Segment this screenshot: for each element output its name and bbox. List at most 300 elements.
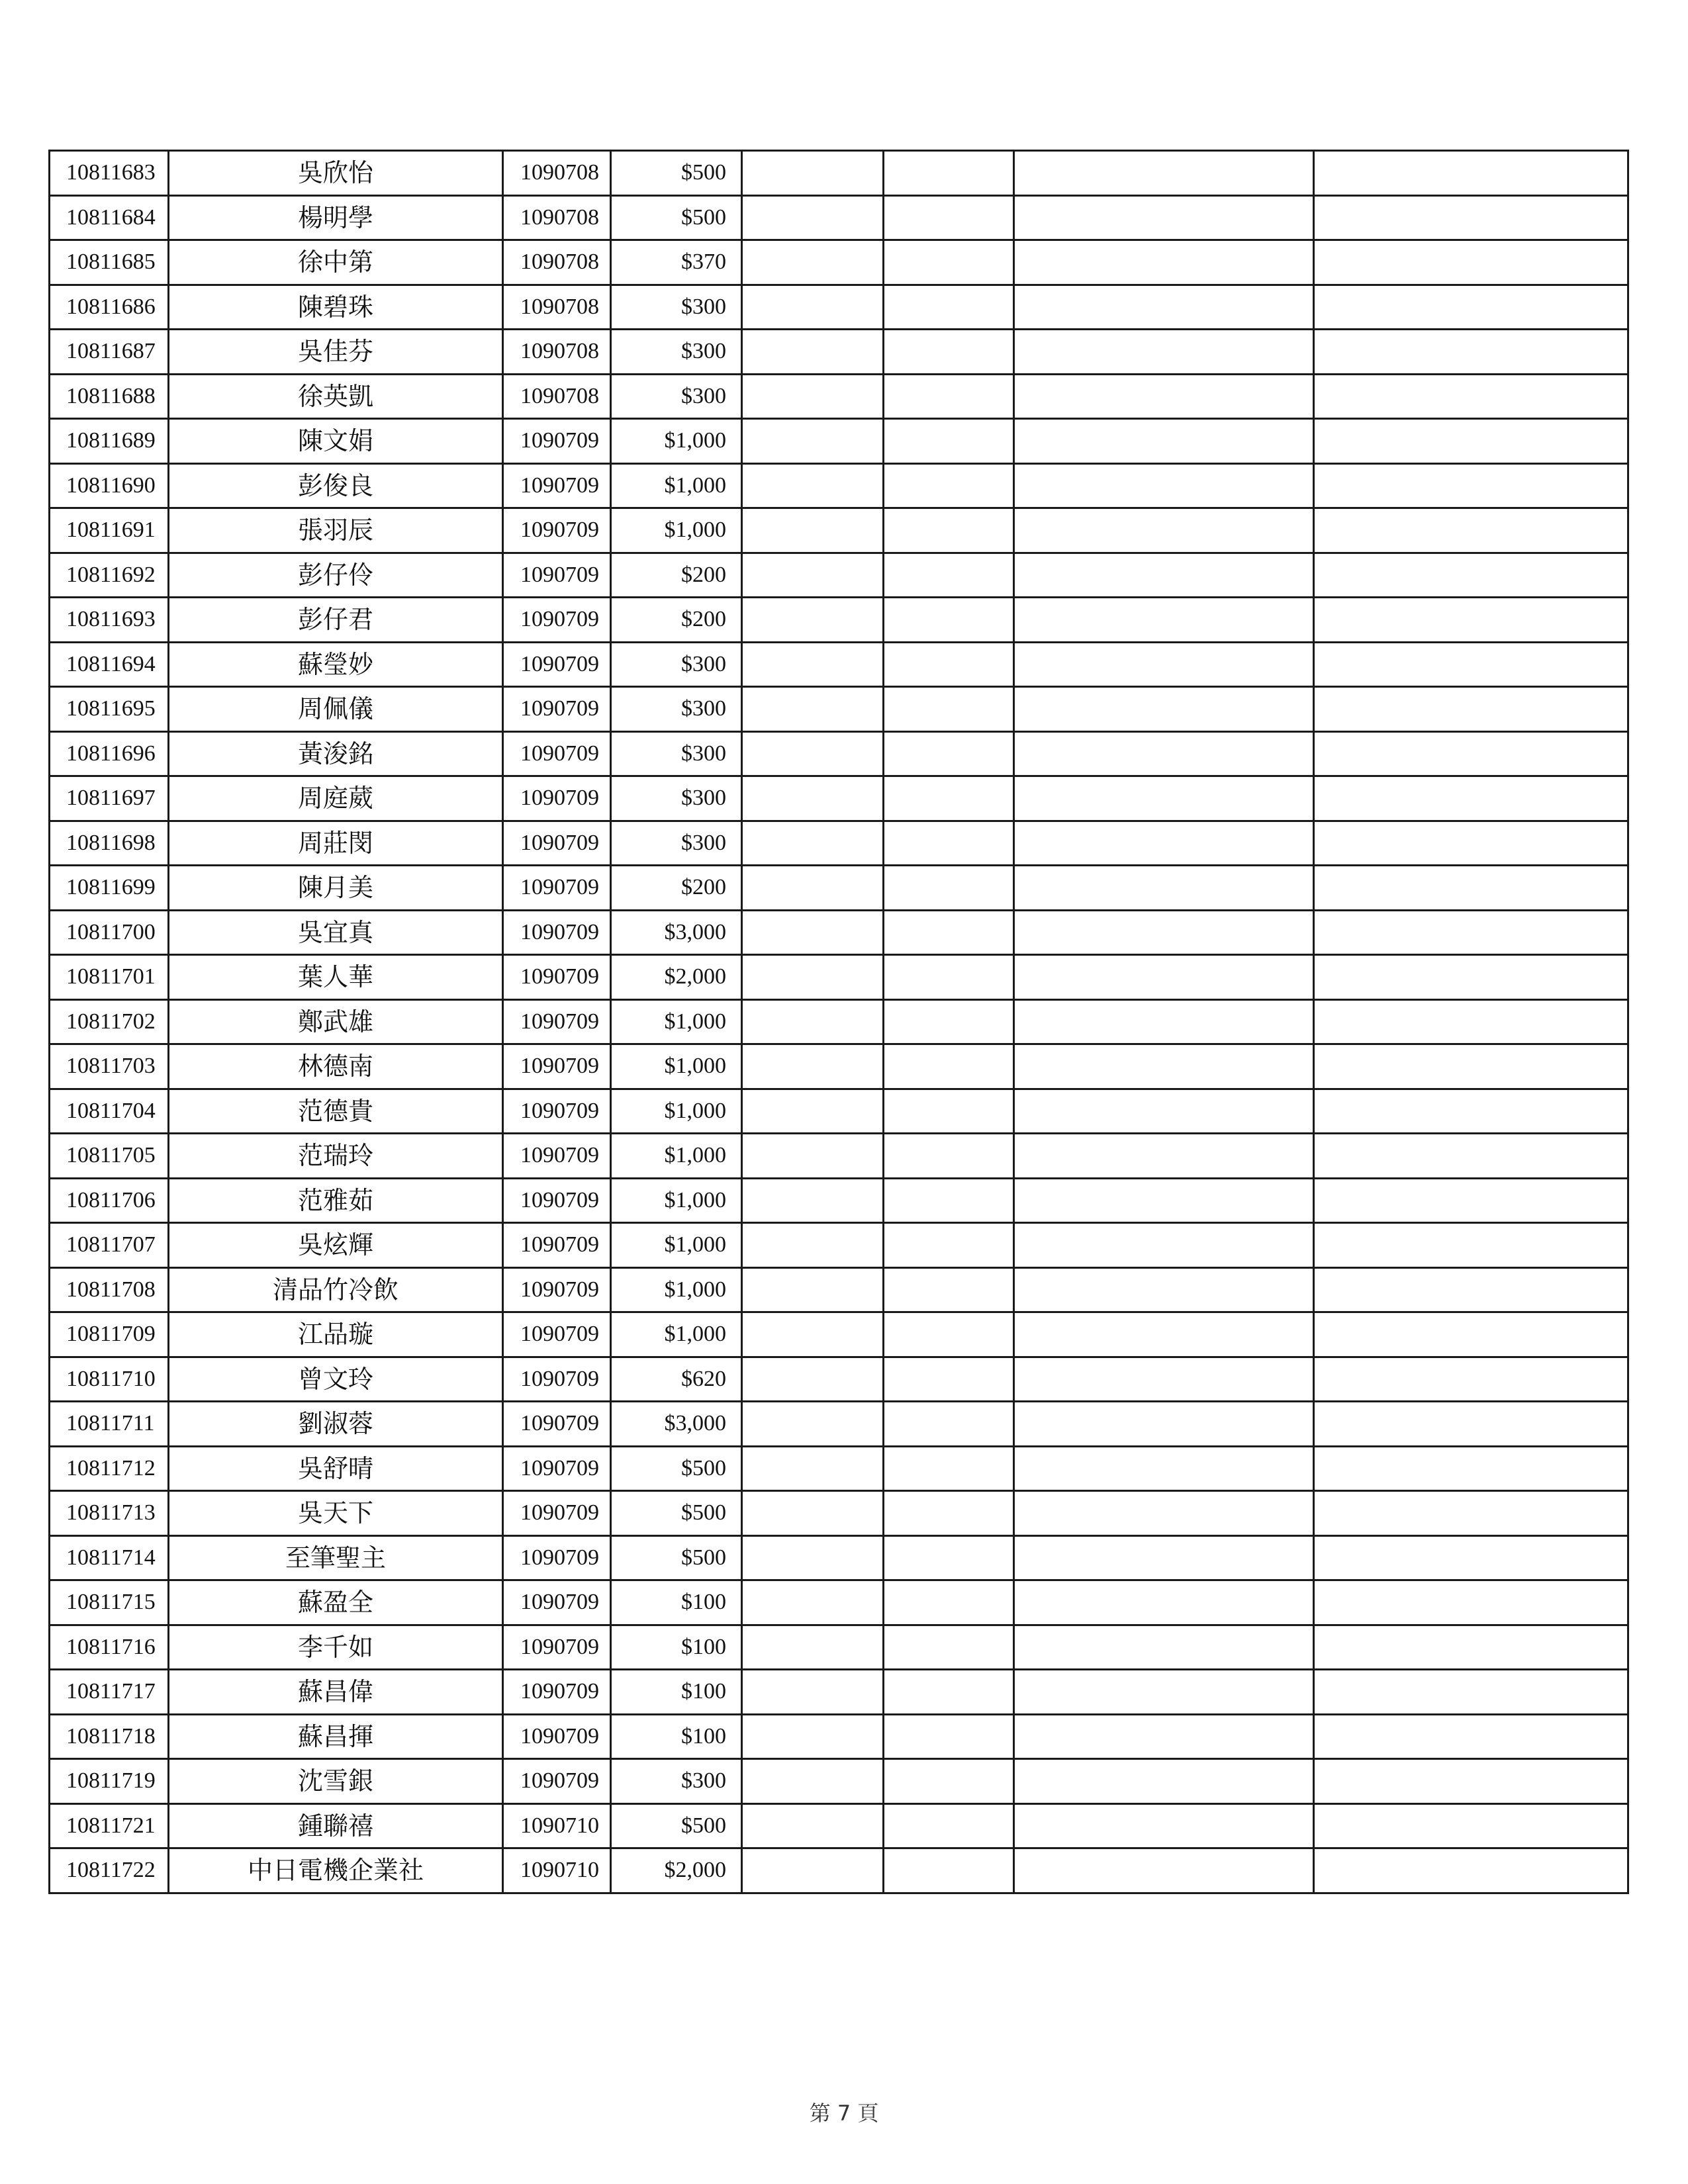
date-cell: 1090710 xyxy=(503,1803,611,1848)
blank-cell xyxy=(884,1134,1014,1179)
donor-name-cell: 陳文娟 xyxy=(169,419,503,464)
receipt-number-cell: 10811688 xyxy=(50,374,169,419)
donor-name-cell: 吳欣怡 xyxy=(169,151,503,196)
blank-cell xyxy=(884,195,1014,240)
table-row xyxy=(50,1402,1628,1447)
donor-name-cell: 吳宜真 xyxy=(169,910,503,955)
donor-name-cell: 張羽辰 xyxy=(169,508,503,553)
table-row xyxy=(50,866,1628,911)
amount-cell: $1,000 xyxy=(611,999,742,1044)
date-cell: 1090709 xyxy=(503,687,611,732)
table-row xyxy=(50,1089,1628,1134)
donor-name-cell: 葉人華 xyxy=(169,955,503,1000)
receipt-number-cell: 10811712 xyxy=(50,1446,169,1491)
receipt-number-cell: 10811694 xyxy=(50,642,169,687)
blank-cell xyxy=(1314,598,1628,643)
receipt-number-cell: 10811698 xyxy=(50,821,169,866)
blank-cell xyxy=(1314,1535,1628,1580)
blank-cell xyxy=(742,330,884,375)
blank-cell xyxy=(884,642,1014,687)
table-row xyxy=(50,731,1628,776)
amount-cell: $100 xyxy=(611,1670,742,1715)
donor-name-cell: 范瑞玲 xyxy=(169,1134,503,1179)
blank-cell xyxy=(1314,955,1628,1000)
blank-cell xyxy=(1314,1848,1628,1893)
date-cell: 1090709 xyxy=(503,1178,611,1223)
amount-cell: $1,000 xyxy=(611,1178,742,1223)
blank-cell xyxy=(1314,866,1628,911)
blank-cell xyxy=(1314,910,1628,955)
blank-cell xyxy=(1314,642,1628,687)
date-cell: 1090708 xyxy=(503,151,611,196)
amount-cell: $100 xyxy=(611,1714,742,1759)
amount-cell: $300 xyxy=(611,285,742,330)
blank-cell xyxy=(1014,1223,1314,1268)
blank-cell xyxy=(1014,598,1314,643)
blank-cell xyxy=(1314,731,1628,776)
receipt-number-cell: 10811692 xyxy=(50,553,169,598)
blank-cell xyxy=(1014,508,1314,553)
donor-name-cell: 蘇昌偉 xyxy=(169,1670,503,1715)
blank-cell xyxy=(742,463,884,508)
amount-cell: $1,000 xyxy=(611,1089,742,1134)
receipt-number-cell: 10811695 xyxy=(50,687,169,732)
receipt-number-cell: 10811719 xyxy=(50,1759,169,1804)
date-cell: 1090709 xyxy=(503,1625,611,1670)
receipt-number-cell: 10811683 xyxy=(50,151,169,196)
amount-cell: $1,000 xyxy=(611,1044,742,1089)
blank-cell xyxy=(1314,1491,1628,1536)
amount-cell: $500 xyxy=(611,1446,742,1491)
blank-cell xyxy=(884,731,1014,776)
blank-cell xyxy=(1314,1670,1628,1715)
receipt-number-cell: 10811715 xyxy=(50,1580,169,1625)
receipt-number-cell: 10811721 xyxy=(50,1803,169,1848)
blank-cell xyxy=(1014,687,1314,732)
amount-cell: $1,000 xyxy=(611,463,742,508)
blank-cell xyxy=(1014,1178,1314,1223)
blank-cell xyxy=(884,1267,1014,1312)
table-row xyxy=(50,1267,1628,1312)
amount-cell: $2,000 xyxy=(611,955,742,1000)
donor-name-cell: 至筆聖主 xyxy=(169,1535,503,1580)
receipt-number-cell: 10811718 xyxy=(50,1714,169,1759)
blank-cell xyxy=(742,955,884,1000)
date-cell: 1090709 xyxy=(503,553,611,598)
blank-cell xyxy=(1014,1446,1314,1491)
date-cell: 1090708 xyxy=(503,240,611,285)
blank-cell xyxy=(742,1089,884,1134)
date-cell: 1090709 xyxy=(503,1044,611,1089)
donor-name-cell: 吳佳芬 xyxy=(169,330,503,375)
donor-name-cell: 鄭武雄 xyxy=(169,999,503,1044)
date-cell: 1090709 xyxy=(503,419,611,464)
date-cell: 1090709 xyxy=(503,1357,611,1402)
blank-cell xyxy=(1314,1759,1628,1804)
blank-cell xyxy=(1014,1759,1314,1804)
blank-cell xyxy=(1014,821,1314,866)
date-cell: 1090709 xyxy=(503,508,611,553)
blank-cell xyxy=(1014,285,1314,330)
amount-cell: $300 xyxy=(611,374,742,419)
amount-cell: $1,000 xyxy=(611,1267,742,1312)
blank-cell xyxy=(1314,999,1628,1044)
blank-cell xyxy=(884,508,1014,553)
donor-name-cell: 江品璇 xyxy=(169,1312,503,1357)
table-row xyxy=(50,1625,1628,1670)
table-row xyxy=(50,240,1628,285)
blank-cell xyxy=(1314,419,1628,464)
receipt-number-cell: 10811702 xyxy=(50,999,169,1044)
amount-cell: $300 xyxy=(611,821,742,866)
blank-cell xyxy=(884,330,1014,375)
receipt-number-cell: 10811713 xyxy=(50,1491,169,1536)
donor-name-cell: 范雅茹 xyxy=(169,1178,503,1223)
amount-cell: $300 xyxy=(611,1759,742,1804)
receipt-number-cell: 10811716 xyxy=(50,1625,169,1670)
blank-cell xyxy=(1314,195,1628,240)
table-row xyxy=(50,195,1628,240)
amount-cell: $1,000 xyxy=(611,508,742,553)
receipt-number-cell: 10811693 xyxy=(50,598,169,643)
blank-cell xyxy=(1314,1402,1628,1447)
table-row xyxy=(50,910,1628,955)
blank-cell xyxy=(742,1491,884,1536)
donor-name-cell: 蘇瑩妙 xyxy=(169,642,503,687)
date-cell: 1090709 xyxy=(503,999,611,1044)
blank-cell xyxy=(1014,1670,1314,1715)
donor-name-cell: 彭仔伶 xyxy=(169,553,503,598)
date-cell: 1090708 xyxy=(503,195,611,240)
blank-cell xyxy=(742,999,884,1044)
donor-name-cell: 吳舒晴 xyxy=(169,1446,503,1491)
donor-name-cell: 周佩儀 xyxy=(169,687,503,732)
blank-cell xyxy=(884,1044,1014,1089)
blank-cell xyxy=(884,999,1014,1044)
blank-cell xyxy=(742,285,884,330)
blank-cell xyxy=(1314,1580,1628,1625)
blank-cell xyxy=(1314,285,1628,330)
blank-cell xyxy=(1314,687,1628,732)
blank-cell xyxy=(742,1848,884,1893)
blank-cell xyxy=(1314,1134,1628,1179)
donor-name-cell: 陳碧珠 xyxy=(169,285,503,330)
receipt-number-cell: 10811684 xyxy=(50,195,169,240)
donor-name-cell: 周庭葳 xyxy=(169,776,503,821)
amount-cell: $200 xyxy=(611,598,742,643)
donor-name-cell: 清品竹冷飲 xyxy=(169,1267,503,1312)
amount-cell: $500 xyxy=(611,1491,742,1536)
amount-cell: $300 xyxy=(611,731,742,776)
blank-cell xyxy=(1014,1580,1314,1625)
donor-name-cell: 林德南 xyxy=(169,1044,503,1089)
receipt-number-cell: 10811722 xyxy=(50,1848,169,1893)
receipt-number-cell: 10811697 xyxy=(50,776,169,821)
blank-cell xyxy=(1014,999,1314,1044)
receipt-number-cell: 10811717 xyxy=(50,1670,169,1715)
date-cell: 1090709 xyxy=(503,642,611,687)
table-row xyxy=(50,642,1628,687)
amount-cell: $3,000 xyxy=(611,910,742,955)
table-row xyxy=(50,1134,1628,1179)
receipt-number-cell: 10811700 xyxy=(50,910,169,955)
blank-cell xyxy=(884,1625,1014,1670)
date-cell: 1090709 xyxy=(503,776,611,821)
blank-cell xyxy=(1014,1089,1314,1134)
receipt-number-cell: 10811686 xyxy=(50,285,169,330)
blank-cell xyxy=(742,553,884,598)
blank-cell xyxy=(742,1580,884,1625)
donor-name-cell: 彭俊良 xyxy=(169,463,503,508)
receipt-number-cell: 10811699 xyxy=(50,866,169,911)
blank-cell xyxy=(742,642,884,687)
table-row xyxy=(50,374,1628,419)
blank-cell xyxy=(742,1670,884,1715)
blank-cell xyxy=(884,1357,1014,1402)
donor-name-cell: 沈雪銀 xyxy=(169,1759,503,1804)
table-row xyxy=(50,1759,1628,1804)
blank-cell xyxy=(1014,1535,1314,1580)
blank-cell xyxy=(742,374,884,419)
date-cell: 1090709 xyxy=(503,1759,611,1804)
blank-cell xyxy=(1314,1357,1628,1402)
blank-cell xyxy=(1314,1223,1628,1268)
table-row xyxy=(50,776,1628,821)
blank-cell xyxy=(1014,1625,1314,1670)
blank-cell xyxy=(884,1759,1014,1804)
blank-cell xyxy=(1014,463,1314,508)
donor-name-cell: 蘇盈全 xyxy=(169,1580,503,1625)
blank-cell xyxy=(1314,374,1628,419)
blank-cell xyxy=(884,1402,1014,1447)
blank-cell xyxy=(884,1714,1014,1759)
blank-cell xyxy=(884,463,1014,508)
receipt-number-cell: 10811710 xyxy=(50,1357,169,1402)
blank-cell xyxy=(1014,195,1314,240)
receipt-number-cell: 10811706 xyxy=(50,1178,169,1223)
blank-cell xyxy=(884,374,1014,419)
blank-cell xyxy=(742,195,884,240)
receipt-number-cell: 10811703 xyxy=(50,1044,169,1089)
table-row xyxy=(50,1535,1628,1580)
blank-cell xyxy=(884,1535,1014,1580)
table-row xyxy=(50,1178,1628,1223)
blank-cell xyxy=(884,1312,1014,1357)
blank-cell xyxy=(884,285,1014,330)
donation-ledger-table xyxy=(48,150,1629,1894)
donor-name-cell: 劉淑蓉 xyxy=(169,1402,503,1447)
donor-name-cell: 中日電機企業社 xyxy=(169,1848,503,1893)
blank-cell xyxy=(1314,1312,1628,1357)
blank-cell xyxy=(1314,1714,1628,1759)
amount-cell: $300 xyxy=(611,642,742,687)
blank-cell xyxy=(1014,330,1314,375)
table-row xyxy=(50,999,1628,1044)
blank-cell xyxy=(884,866,1014,911)
blank-cell xyxy=(742,687,884,732)
date-cell: 1090709 xyxy=(503,1446,611,1491)
blank-cell xyxy=(742,1312,884,1357)
receipt-number-cell: 10811705 xyxy=(50,1134,169,1179)
blank-cell xyxy=(1014,1803,1314,1848)
blank-cell xyxy=(1014,553,1314,598)
blank-cell xyxy=(884,1803,1014,1848)
donor-name-cell: 鍾聯禧 xyxy=(169,1803,503,1848)
table-row xyxy=(50,1223,1628,1268)
blank-cell xyxy=(1014,1848,1314,1893)
blank-cell xyxy=(742,1044,884,1089)
amount-cell: $1,000 xyxy=(611,1223,742,1268)
blank-cell xyxy=(884,151,1014,196)
blank-cell xyxy=(742,1625,884,1670)
amount-cell: $500 xyxy=(611,1803,742,1848)
amount-cell: $370 xyxy=(611,240,742,285)
table-row xyxy=(50,687,1628,732)
date-cell: 1090709 xyxy=(503,866,611,911)
date-cell: 1090709 xyxy=(503,1223,611,1268)
blank-cell xyxy=(742,866,884,911)
blank-cell xyxy=(1314,553,1628,598)
date-cell: 1090709 xyxy=(503,731,611,776)
blank-cell xyxy=(884,240,1014,285)
blank-cell xyxy=(742,1446,884,1491)
blank-cell xyxy=(1014,731,1314,776)
table-row xyxy=(50,1357,1628,1402)
date-cell: 1090709 xyxy=(503,1134,611,1179)
date-cell: 1090709 xyxy=(503,1089,611,1134)
receipt-number-cell: 10811691 xyxy=(50,508,169,553)
blank-cell xyxy=(742,1402,884,1447)
date-cell: 1090709 xyxy=(503,1580,611,1625)
blank-cell xyxy=(1014,955,1314,1000)
blank-cell xyxy=(1014,419,1314,464)
blank-cell xyxy=(1314,1089,1628,1134)
blank-cell xyxy=(1014,1491,1314,1536)
donor-name-cell: 黃浚銘 xyxy=(169,731,503,776)
blank-cell xyxy=(1314,776,1628,821)
blank-cell xyxy=(1014,374,1314,419)
blank-cell xyxy=(1014,1134,1314,1179)
date-cell: 1090709 xyxy=(503,463,611,508)
table-row xyxy=(50,151,1628,196)
table-row xyxy=(50,1848,1628,1893)
date-cell: 1090709 xyxy=(503,955,611,1000)
blank-cell xyxy=(742,910,884,955)
blank-cell xyxy=(884,1089,1014,1134)
blank-cell xyxy=(742,1267,884,1312)
receipt-number-cell: 10811704 xyxy=(50,1089,169,1134)
blank-cell xyxy=(1314,1044,1628,1089)
blank-cell xyxy=(1314,1446,1628,1491)
blank-cell xyxy=(884,776,1014,821)
amount-cell: $2,000 xyxy=(611,1848,742,1893)
table-row xyxy=(50,1446,1628,1491)
amount-cell: $300 xyxy=(611,776,742,821)
blank-cell xyxy=(742,776,884,821)
donor-name-cell: 吳天下 xyxy=(169,1491,503,1536)
page-number: 第 7 頁 xyxy=(809,2101,879,2126)
table-row xyxy=(50,1803,1628,1848)
date-cell: 1090709 xyxy=(503,821,611,866)
blank-cell xyxy=(1314,151,1628,196)
amount-cell: $500 xyxy=(611,1535,742,1580)
amount-cell: $1,000 xyxy=(611,1312,742,1357)
blank-cell xyxy=(884,1178,1014,1223)
donor-name-cell: 吳炫輝 xyxy=(169,1223,503,1268)
blank-cell xyxy=(1314,1178,1628,1223)
date-cell: 1090708 xyxy=(503,374,611,419)
blank-cell xyxy=(884,553,1014,598)
table-row xyxy=(50,598,1628,643)
amount-cell: $620 xyxy=(611,1357,742,1402)
blank-cell xyxy=(742,1178,884,1223)
table-row xyxy=(50,821,1628,866)
table-row xyxy=(50,463,1628,508)
table-row xyxy=(50,1580,1628,1625)
blank-cell xyxy=(1314,1625,1628,1670)
blank-cell xyxy=(1314,1803,1628,1848)
blank-cell xyxy=(884,1223,1014,1268)
receipt-number-cell: 10811690 xyxy=(50,463,169,508)
blank-cell xyxy=(884,687,1014,732)
receipt-number-cell: 10811714 xyxy=(50,1535,169,1580)
amount-cell: $200 xyxy=(611,553,742,598)
donor-name-cell: 曾文玲 xyxy=(169,1357,503,1402)
blank-cell xyxy=(1014,866,1314,911)
amount-cell: $200 xyxy=(611,866,742,911)
donor-name-cell: 徐英凱 xyxy=(169,374,503,419)
blank-cell xyxy=(884,1580,1014,1625)
donor-name-cell: 彭仔君 xyxy=(169,598,503,643)
blank-cell xyxy=(742,821,884,866)
date-cell: 1090710 xyxy=(503,1848,611,1893)
donor-name-cell: 周莊閔 xyxy=(169,821,503,866)
blank-cell xyxy=(742,1134,884,1179)
receipt-number-cell: 10811707 xyxy=(50,1223,169,1268)
blank-cell xyxy=(1314,240,1628,285)
donor-name-cell: 李千如 xyxy=(169,1625,503,1670)
blank-cell xyxy=(742,151,884,196)
donor-name-cell: 徐中第 xyxy=(169,240,503,285)
table-row xyxy=(50,1714,1628,1759)
blank-cell xyxy=(1014,1312,1314,1357)
donor-name-cell: 陳月美 xyxy=(169,866,503,911)
blank-cell xyxy=(742,1759,884,1804)
blank-cell xyxy=(884,821,1014,866)
blank-cell xyxy=(1014,240,1314,285)
blank-cell xyxy=(884,1670,1014,1715)
table-row xyxy=(50,955,1628,1000)
table-row xyxy=(50,285,1628,330)
amount-cell: $3,000 xyxy=(611,1402,742,1447)
blank-cell xyxy=(1014,1044,1314,1089)
amount-cell: $100 xyxy=(611,1580,742,1625)
table-row xyxy=(50,553,1628,598)
blank-cell xyxy=(742,1223,884,1268)
blank-cell xyxy=(742,240,884,285)
donor-name-cell: 范德貴 xyxy=(169,1089,503,1134)
blank-cell xyxy=(742,1535,884,1580)
blank-cell xyxy=(884,1848,1014,1893)
receipt-number-cell: 10811709 xyxy=(50,1312,169,1357)
receipt-number-cell: 10811708 xyxy=(50,1267,169,1312)
date-cell: 1090709 xyxy=(503,1670,611,1715)
blank-cell xyxy=(742,1714,884,1759)
table-row xyxy=(50,1491,1628,1536)
blank-cell xyxy=(1314,1267,1628,1312)
blank-cell xyxy=(1314,821,1628,866)
blank-cell xyxy=(1314,508,1628,553)
